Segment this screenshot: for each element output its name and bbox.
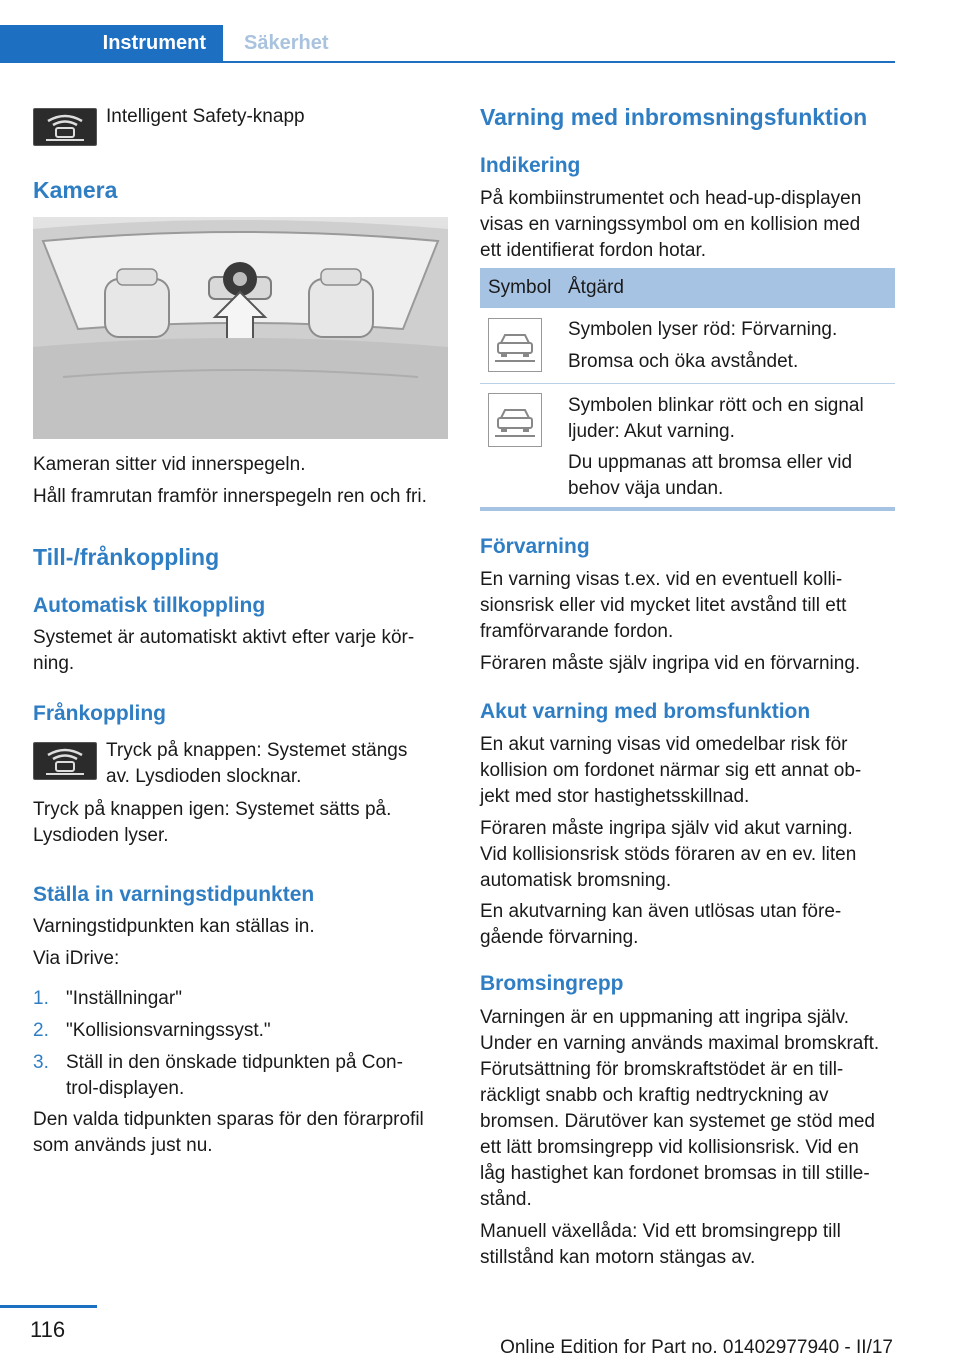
row2-text-c: Du uppmanas att bromsa eller vid [568,452,853,473]
row-divider [480,383,895,384]
ind-text-2: visas en varningssymbol om en kollision med [480,214,861,235]
step-number: 3. [33,1052,49,1073]
forv-text-4: Föraren måste själv ingripa vid en förvarning. [480,653,861,674]
broms-text-3: Förutsättning för bromskraftstödet är en till‐ [480,1059,844,1080]
ind-text-1: På kombiinstrumentet och head-up-displayen [480,188,862,209]
fran-text-1: Tryck på knappen: Systemet stängs [106,740,408,761]
broms-text-8: stånd. [480,1189,532,1210]
stalla-text-1: Varningstidpunkten kan ställas in. [33,916,315,937]
page-number-rule [0,1305,97,1308]
heading-akut-varning: Akut varning med bromsfunktion [480,700,811,723]
step-text: Ställ in den önskade tidpunkten på Con‐ [66,1052,403,1073]
akut-text-1: En akut varning visas vid omedelbar risk för [480,734,848,755]
car-warning-icon [488,393,542,447]
akut-text-3: jekt med stor hastighetsskillnad. [480,786,750,807]
page-number: 116 [30,1317,66,1342]
button-caption: Intelligent Safety-knapp [106,106,305,127]
safety-button-icon-2 [33,742,97,780]
forv-text-1: En varning visas t.ex. vid en eventuell kolli‐ [480,569,843,590]
kamera-text-1: Kameran sitter vid innerspegeln. [33,454,306,475]
broms-text-9: Manuell växellåda: Vid ett bromsingrepp till [480,1221,841,1242]
fran-text-2: av. Lysdioden slocknar. [106,766,302,787]
column-header-symbol: Symbol [488,277,552,298]
broms-text-6: ett lätt bromsingrepp vid kollisionsrisk. Vid en [480,1137,859,1158]
steps-list [33,986,448,1098]
row1-text-a: Symbolen lyser röd: Förvarning. [568,319,838,340]
igen-text-2: Lysdioden lyser. [33,825,169,846]
list-item [33,1050,448,1102]
list-item [33,1018,448,1044]
forv-text-2: sionsrisk eller vid mycket litet avstånd till ett [480,595,847,616]
stalla-text-2: Via iDrive: [33,948,120,969]
saved-text-1: Den valda tidpunkten sparas för den förarprofil [33,1109,424,1130]
heading-indikering: Indikering [480,154,581,177]
kamera-text-2: Håll framrutan framför innerspegeln ren och fri. [33,486,427,507]
auto-text-1: Systemet är automatiskt aktivt efter varje kör‐ [33,627,415,648]
row1-text-c: Bromsa och öka avståndet. [568,351,799,372]
edition-footer: Online Edition for Part no. 01402977940 - II/17 [500,1337,893,1358]
heading-frankoppling: Frånkoppling [33,702,166,725]
step-text: "Inställningar" [66,988,182,1009]
column-header-action: Åtgärd [568,277,624,298]
step-number: 2. [33,1020,49,1041]
heading-bromsingrepp: Bromsingrepp [480,972,624,995]
heading-stalla-in: Ställa in varningstidpunkten [33,883,315,906]
heading-till-franskoppling: Till-/frånkoppling [33,544,220,570]
step-text-cont: trol-displayen. [66,1078,185,1099]
forv-text-3: framförvarande fordon. [480,621,674,642]
tab-underline [0,61,895,63]
row2-text-a: Symbolen blinkar rött och en signal [568,395,864,416]
table-bottom-rule [480,507,895,511]
broms-text-4: räckligt snabb och kraftig nedtryckning av [480,1085,829,1106]
heading-kamera: Kamera [33,177,118,203]
broms-text-1: Varningen är en uppmaning att ingripa själv. [480,1007,849,1028]
akut-text-5: Vid kollisionsrisk stöds föraren av en ev. liten [480,844,857,865]
akut-text-4: Föraren måste ingripa själv vid akut varning. [480,818,853,839]
tab-sakerhet[interactable]: Säkerhet [244,31,329,54]
akut-text-6: automatisk bromsning. [480,870,672,891]
table-header [480,268,895,308]
akut-text-7: En akutvarning kan även utlösas utan före‐ [480,901,842,922]
heading-forvarning: Förvarning [480,535,590,558]
tab-instrument[interactable]: Instrument [0,25,223,61]
section-tabs [0,25,895,63]
saved-text-2: som används just nu. [33,1135,213,1156]
akut-text-2: kollision om fordonet närmar sig ett annat ob‐ [480,760,862,781]
row2-text-b: ljuder: Akut varning. [568,421,735,442]
heading-automatisk-tillkoppling: Automatisk tillkoppling [33,594,266,617]
broms-text-7: låg hastighet kan fordonet bromsas in till stille‐ [480,1163,870,1184]
car-warning-icon [488,318,542,372]
list-item [33,986,448,1012]
camera-photo [33,217,448,439]
ind-text-3: ett identifierat fordon hotar. [480,240,707,261]
auto-text-2: ning. [33,653,75,674]
heading-varning-med-inbromsning: Varning med inbromsningsfunktion [480,104,868,130]
broms-text-2: Under en varning används maximal bromskraft. [480,1033,880,1054]
step-number: 1. [33,988,49,1009]
step-text: "Kollisionsvarningssyst." [66,1020,271,1041]
broms-text-5: bromsen. Därutöver kan systemet ge stöd med [480,1111,875,1132]
row2-text-d: behov väja undan. [568,478,724,499]
igen-text-1: Tryck på knappen igen: Systemet sätts på. [33,799,392,820]
akut-text-8: gående förvarning. [480,927,639,948]
safety-button-icon [33,108,97,146]
broms-text-10: stillstånd kan motorn stängas av. [480,1247,756,1268]
